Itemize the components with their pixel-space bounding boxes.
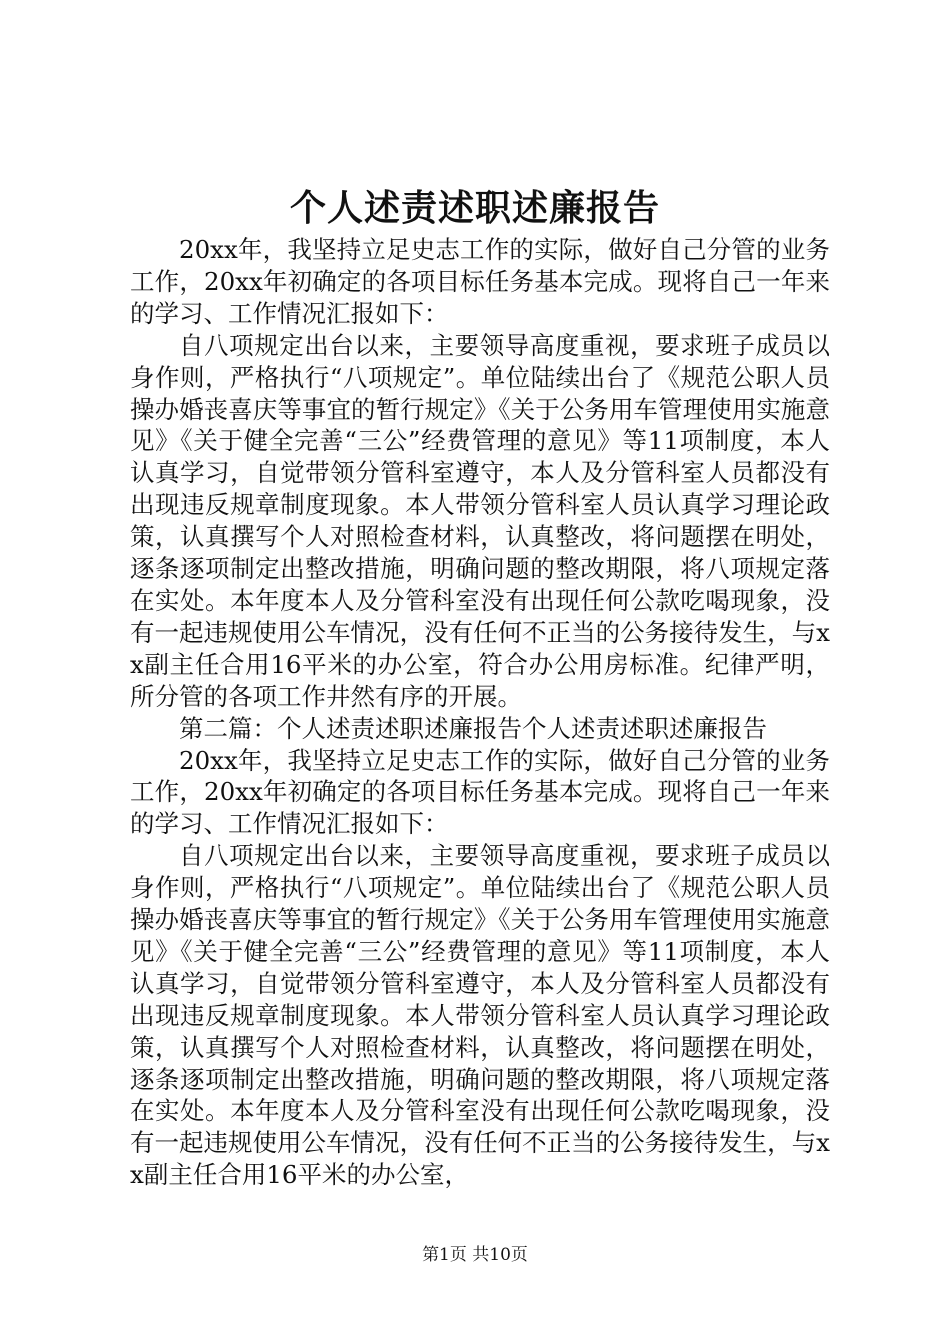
paragraph-1: 20xx年，我坚持立足史志工作的实际，做好自己分管的业务工作，20xx年初确定的各项目标任务基本完成。现将自己一年来的学习、工作情况汇报如下： xyxy=(130,235,830,328)
document-title: 个人述责述职述廉报告 xyxy=(289,187,660,229)
paragraph-3-section-heading: 第二篇：个人述责述职述廉报告个人述责述职述廉报告 xyxy=(179,713,767,743)
paragraph-5: 自八项规定出台以来，主要领导高度重视，要求班子成员以身作则，严格执行“八项规定”。单位陆续出台了《规范公职人员操办婚丧喜庆等事宜的暂行规定》《关于公务用车管理使用实施意见》《关于健全完善“三公”经费管理的意见》等11项制度，本人认真学习，自觉带领分管科室遵守，本人及分管科室人员都没有出现违反规章制度现象。本人带领分管科室人员认真学习理论政策，认真撰写个人对照检查材料，认真整改，将问题摆在明处，逐条逐项制定出整改措施，明确问题的整改期限，将八项规定落在实处。本年度本人及分管科室没有出现任何公款吃喝现象，没有一起违规使用公车情况，没有任何不正当的公务接待发生，与xx副主任合用16平米的办公室， xyxy=(130,841,830,1190)
page-footer: 第1页 共10页 xyxy=(422,1245,528,1265)
paragraph-4: 20xx年，我坚持立足史志工作的实际，做好自己分管的业务工作，20xx年初确定的各项目标任务基本完成。现将自己一年来的学习、工作情况汇报如下： xyxy=(130,745,830,839)
paragraph-2: 自八项规定出台以来，主要领导高度重视，要求班子成员以身作则，严格执行“八项规定”。单位陆续出台了《规范公职人员操办婚丧喜庆等事宜的暂行规定》《关于公务用车管理使用实施意见》《关于健全完善“三公”经费管理的意见》等11项制度，本人认真学习，自觉带领分管科室遵守，本人及分管科室人员都没有出现违反规章制度现象。本人带领分管科室人员认真学习理论政策，认真撰写个人对照检查材料，认真整改，将问题摆在明处，逐条逐项制定出整改措施，明确问题的整改期限，将八项规定落在实处。本年度本人及分管科室没有出现任何公款吃喝现象，没有一起违规使用公车情况，没有任何不正当的公务接待发生，与xx副主任合用16平米的办公室，符合办公用房标准。纪律严明，所分管的各项工作井然有序的开展。 xyxy=(130,330,830,711)
document-body xyxy=(130,234,830,1191)
